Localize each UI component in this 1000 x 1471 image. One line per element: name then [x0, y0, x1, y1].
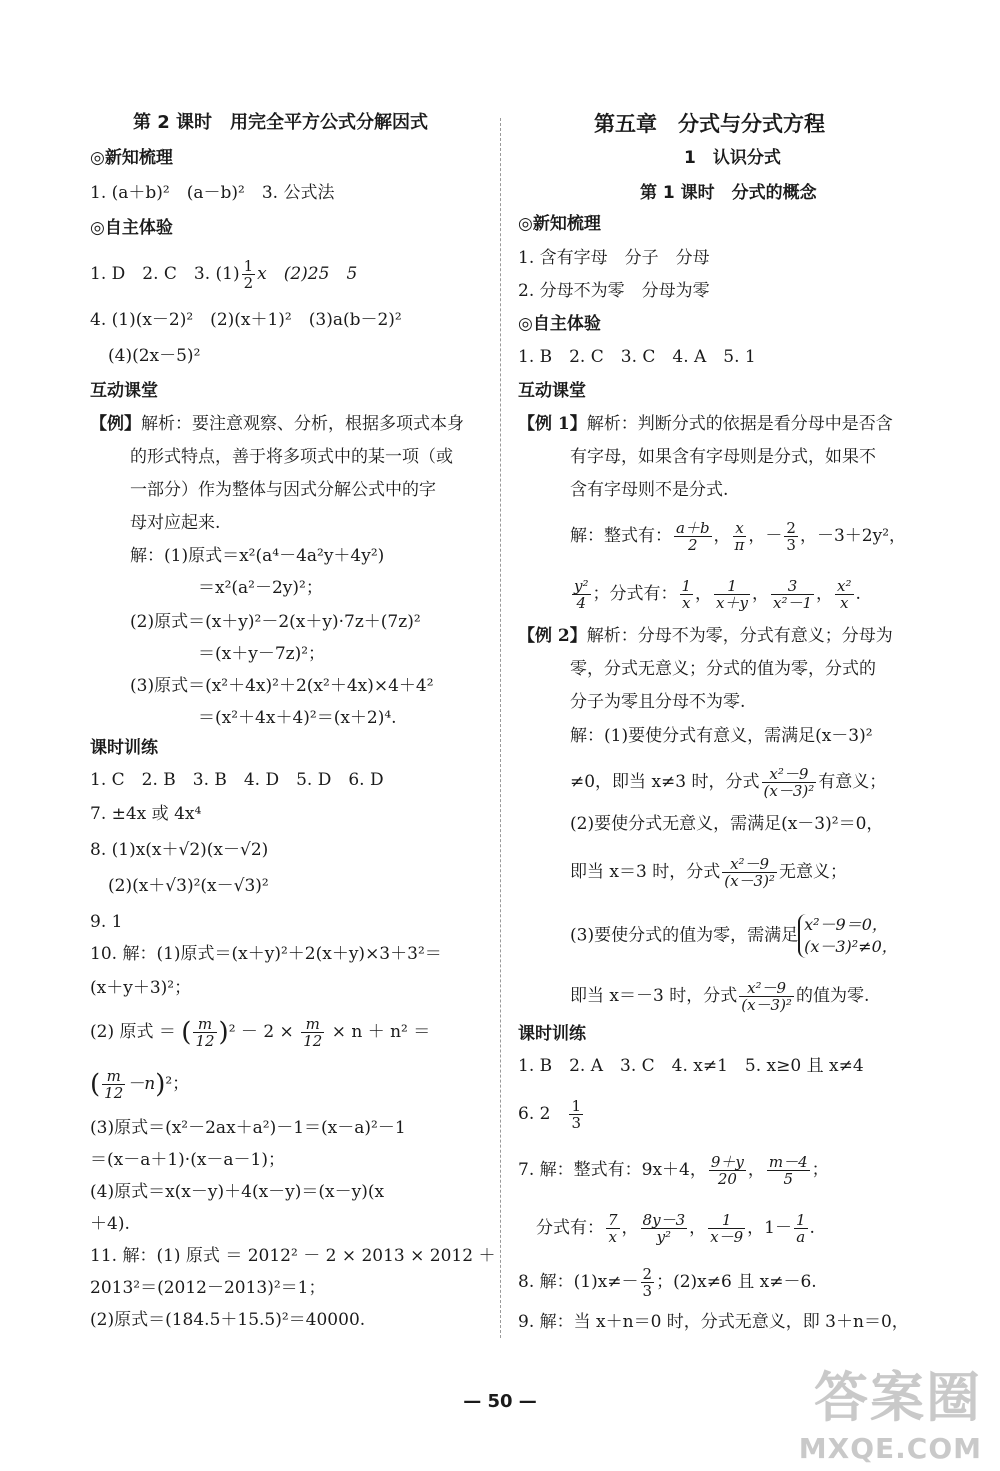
answer-line: 7. 解：整式有：9x＋4， $\frac{9+y}{20}$ ， $\frac{m-4}{5}$ ；	[518, 1153, 829, 1188]
solution-line: 即当 x＝－3 时，分式 $\frac{\text{x²－9}}{\text{(x－3)²}}$ 的值为零.	[570, 979, 870, 1014]
answer-line: 10. 解：(1)原式＝(x＋y)²＋2(x＋y)×3＋3²＝	[90, 944, 442, 964]
section-new-knowledge: ◎新知梳理	[90, 148, 173, 168]
solution-line: 解：整式有： $\frac{a+b}{2}$ ， $\frac{x}{\pi}$ ，－ $\frac{2}{3}$ ，－3＋2y²，	[570, 519, 907, 554]
answer-line: (3)原式＝(x²－2ax＋a²)－1＝(x－a)²－1	[90, 1118, 406, 1138]
solution-line: (3)要使分式的值为零，需满足 x²－9＝0， (x－3)²≠0，	[570, 915, 898, 956]
solution-line: 解：(1)要使分式有意义，需满足(x－3)²	[570, 726, 873, 746]
answer-line: ＝(x－a＋1)·(x－a－1)；	[90, 1150, 286, 1170]
example-text: 零，分式无意义；分式的值为零，分式的	[570, 659, 876, 679]
section-class-training: 课时训练	[90, 738, 158, 758]
answer-line: (2)原式＝(184.5＋15.5)²＝40000.	[90, 1310, 366, 1330]
solution-line: $\frac{\text{y²}}{4}$ ；分式有： $\frac{1}{x}$ ， $\frac{1}{x+y}$ ， $\frac{3}{\text{x²－1}}$ ， $\frac{\text{x²}}{x}$ .	[574, 577, 861, 612]
section-class-training: 课时训练	[518, 1024, 586, 1044]
solution-line: (2)原式＝(x＋y)²－2(x＋y)·7z＋(7z)²	[130, 612, 421, 632]
example-text: 【例】解析：要注意观察、分析，根据多项式本身	[90, 414, 464, 434]
answer-line: (4)(2x－5)²	[108, 346, 201, 366]
section-new-knowledge: ◎新知梳理	[518, 214, 601, 234]
section-title: 1 认识分式	[684, 148, 781, 168]
answer-line: 8. (1)x(x＋√2)(x－√2)	[90, 840, 269, 860]
answer-line: 9. 解：当 x＋n＝0 时，分式无意义，即 3＋n＝0，	[518, 1312, 909, 1332]
answer-line: (x＋y＋3)²；	[90, 978, 192, 998]
page-number: — 50 —	[463, 1391, 537, 1412]
answer-line: 分式有： $\frac{7}{x}$ ， $\frac{8y-3}{\text{y²}}$ ， $\frac{1}{x-9}$ ，1－ $\frac{1}{a}$ .	[536, 1211, 815, 1246]
watermark-site: MXQE.COM	[798, 1432, 982, 1465]
section-interactive-class: 互动课堂	[518, 381, 586, 401]
answer-line: 1. 含有字母 分子 分母	[518, 248, 710, 268]
solution-line: ＝x²(a²－2y)²；	[198, 578, 323, 598]
section-interactive-class: 互动课堂	[90, 381, 158, 401]
answer-line: (2)(x＋√3)²(x－√3)²	[108, 876, 269, 896]
example-text: 【例 1】解析：判断分式的依据是看分母中是否含	[518, 414, 893, 434]
watermark	[799, 1355, 982, 1465]
answer-line: (2) 原式 ＝ ( $\frac{m}{12}$ )² － 2 × $\frac{m}{12}$ × n ＋ n² ＝	[90, 1015, 431, 1050]
answer-line: ( $\frac{m}{12}$ －n)²；	[90, 1067, 190, 1102]
answer-line: 6. 2 $\frac{1}{3}$	[518, 1097, 581, 1132]
answer-line: 11. 解：(1) 原式 ＝ 2012² － 2 × 2013 × 2012 ＋	[90, 1246, 496, 1266]
answer-line: 1. (a＋b)² (a－b)² 3. 公式法	[90, 183, 335, 203]
solution-line: ≠0，即当 x≠3 时，分式 $\frac{\text{x²－9}}{\text{(x－3)²}}$ 有意义；	[570, 765, 887, 800]
example-text: 母对应起来.	[130, 513, 221, 533]
column-divider	[500, 118, 501, 1338]
chapter-title: 第五章 分式与分式方程	[594, 112, 825, 136]
answer-line: 7. ±4x 或 4x⁴	[90, 804, 202, 824]
solution-line: (2)要使分式无意义，需满足(x－3)²＝0，	[570, 814, 884, 834]
solution-line: (3)原式＝(x²＋4x)²＋2(x²＋4x)×4＋4²	[130, 676, 434, 696]
example-text: 含有字母则不是分式.	[570, 480, 729, 500]
answer-line: 1. D 2. C 3. (1) $\frac{1}{2}$ x (2)25 5	[90, 257, 358, 292]
section-self-experience: ◎自主体验	[518, 314, 601, 334]
example-text: 分子为零且分母不为零.	[570, 692, 746, 712]
answer-line: 2. 分母不为零 分母为零	[518, 281, 710, 301]
example-text: 一部分）作为整体与因式分解公式中的字	[130, 480, 436, 500]
answer-line: 8. 解：(1)x≠－ $\frac{2}{3}$ ；(2)x≠6 且 x≠－6.	[518, 1265, 817, 1300]
left-title: 第 2 课时 用完全平方公式分解因式	[133, 112, 429, 133]
example-text: 的形式特点，善于将多项式中的某一项（或	[130, 447, 453, 467]
answer-line: 9. 1	[90, 912, 123, 932]
example-text: 有字母，如果含有字母则是分式，如果不	[570, 447, 876, 467]
solution-line: ＝(x＋y－7z)²；	[198, 644, 326, 664]
watermark-logo: 答案圈	[814, 1366, 982, 1429]
answer-line: 4. (1)(x－2)² (2)(x＋1)² (3)a(b－2)²	[90, 310, 402, 330]
answer-line: 2013²＝(2012－2013)²＝1；	[90, 1278, 326, 1298]
answer-line: 1. C 2. B 3. B 4. D 5. D 6. D	[90, 770, 384, 790]
answer-line: (4)原式＝x(x－y)＋4(x－y)＝(x－y)(x	[90, 1182, 385, 1202]
solution-line: 即当 x＝3 时，分式 $\frac{\text{x²－9}}{\text{(x－3)²}}$ 无意义；	[570, 855, 847, 890]
solution-line: 解：(1)原式＝x²(a⁴－4a²y＋4y²)	[130, 546, 385, 566]
answer-line: ＋4).	[90, 1214, 130, 1234]
solution-line: ＝(x²＋4x＋4)²＝(x＋2)⁴.	[198, 708, 397, 728]
answer-line: 1. B 2. A 3. C 4. x≠1 5. x≥0 且 x≠4	[518, 1056, 864, 1076]
answer-line: 1. B 2. C 3. C 4. A 5. 1	[518, 347, 756, 367]
lesson-title: 第 1 课时 分式的概念	[640, 183, 817, 203]
example-text: 【例 2】解析：分母不为零，分式有意义；分母为	[518, 626, 893, 646]
section-self-experience: ◎自主体验	[90, 218, 173, 238]
